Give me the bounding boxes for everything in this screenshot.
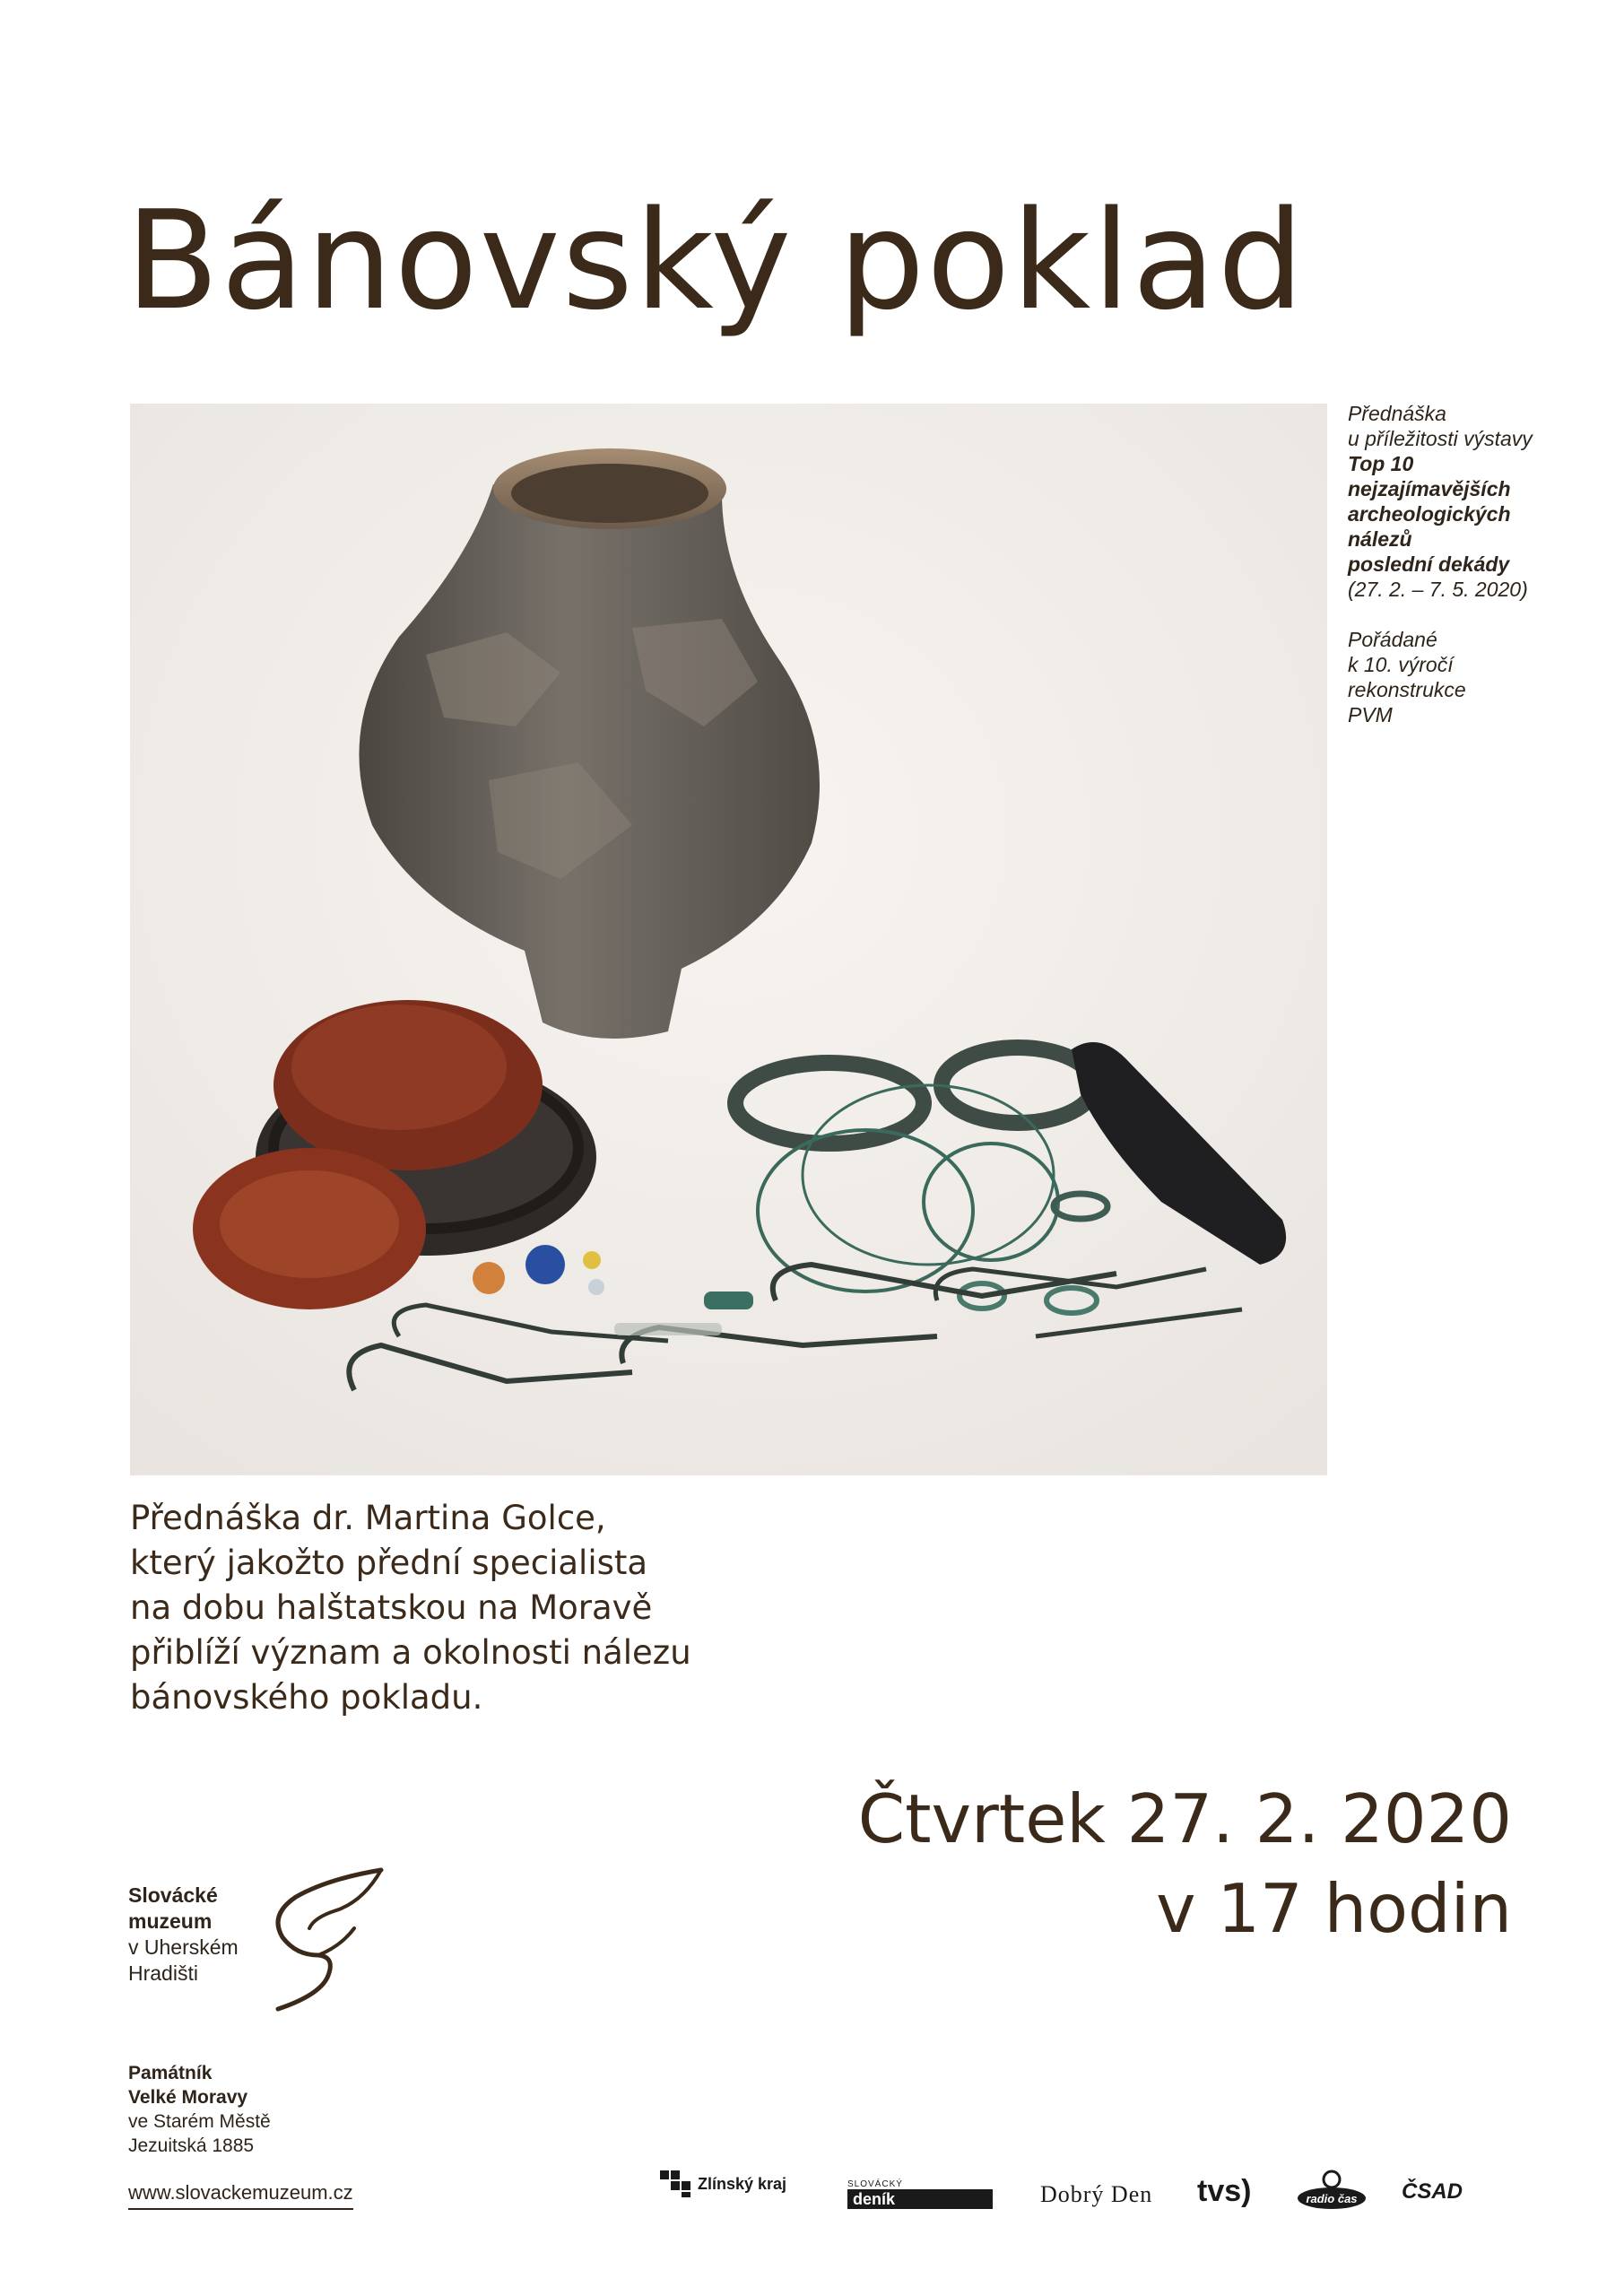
museum-website-link[interactable]: www.slovackemuzeum.cz bbox=[128, 2181, 353, 2210]
exhibition-name-line: Top 10 bbox=[1348, 452, 1414, 475]
sponsor-csad: ČSAD bbox=[1402, 2179, 1463, 2204]
venue-line: ve Starém Městě bbox=[128, 2111, 271, 2132]
sponsor-label: Zlínský kraj bbox=[698, 2174, 787, 2193]
note-line: Pořádané bbox=[1348, 628, 1437, 651]
sponsor-tvs: tvs) bbox=[1197, 2174, 1252, 2208]
museum-name-line: muzeum bbox=[128, 1909, 213, 1933]
lecture-line: který jakožto přední specialista bbox=[130, 1544, 648, 1582]
exhibition-name-line: poslední dekády bbox=[1348, 552, 1510, 576]
museum-name-line: v Uherském bbox=[128, 1935, 239, 1959]
exhibition-note bbox=[1348, 401, 1617, 727]
sponsor-dobry-den: Dobrý Den bbox=[1040, 2181, 1153, 2207]
sponsor-label: radio čas bbox=[1306, 2192, 1358, 2205]
museum-name-line: Slovácké bbox=[128, 1883, 218, 1907]
radio-cas-logo-icon bbox=[1296, 2169, 1368, 2213]
treasure-photo bbox=[130, 404, 1327, 1475]
note-line: u příležitosti výstavy bbox=[1348, 427, 1533, 450]
note-line: PVM bbox=[1348, 703, 1393, 726]
museum-name bbox=[128, 1883, 239, 1987]
event-time: v 17 hodin bbox=[1156, 1869, 1512, 1948]
sponsor-label: deník bbox=[847, 2189, 993, 2209]
museum-name-line: Hradišti bbox=[128, 1961, 198, 1985]
exhibition-name-line: nálezů bbox=[1348, 527, 1412, 551]
museum-logo-icon bbox=[265, 1866, 390, 2017]
sponsor-label: SLOVÁCKÝ bbox=[847, 2179, 903, 2189]
sponsor-zlinsky-kraj bbox=[660, 2170, 786, 2197]
exhibition-name-line: nejzajímavějších bbox=[1348, 477, 1511, 500]
lecture-description bbox=[130, 1496, 829, 1720]
exhibition-dates: (27. 2. – 7. 5. 2020) bbox=[1348, 578, 1528, 601]
note-line: rekonstrukce bbox=[1348, 678, 1466, 701]
event-datetime bbox=[858, 1774, 1512, 1953]
zlinsky-kraj-logo-icon bbox=[660, 2170, 690, 2197]
exhibition-name-line: archeologických bbox=[1348, 502, 1511, 526]
venue-address bbox=[128, 2061, 271, 2158]
lecture-line: Přednáška dr. Martina Golce, bbox=[130, 1499, 606, 1537]
venue-line: Jezuitská 1885 bbox=[128, 2135, 255, 2156]
venue-line: Památník bbox=[128, 2063, 213, 2083]
lecture-line: bánovského pokladu. bbox=[130, 1678, 483, 1717]
poster-title: Bánovský poklad bbox=[126, 181, 1307, 340]
venue-line: Velké Moravy bbox=[128, 2087, 248, 2108]
lecture-line: přiblíží význam a okolnosti nálezu bbox=[130, 1633, 691, 1672]
event-date: Čtvrtek 27. 2. 2020 bbox=[857, 1779, 1512, 1858]
note-line: k 10. výročí bbox=[1348, 653, 1454, 676]
lecture-line: na dobu halštatskou na Moravě bbox=[130, 1588, 653, 1627]
sponsor-slovacky-denik bbox=[847, 2179, 993, 2209]
note-line: Přednáška bbox=[1348, 402, 1446, 425]
sponsor-radio-cas bbox=[1296, 2169, 1368, 2213]
